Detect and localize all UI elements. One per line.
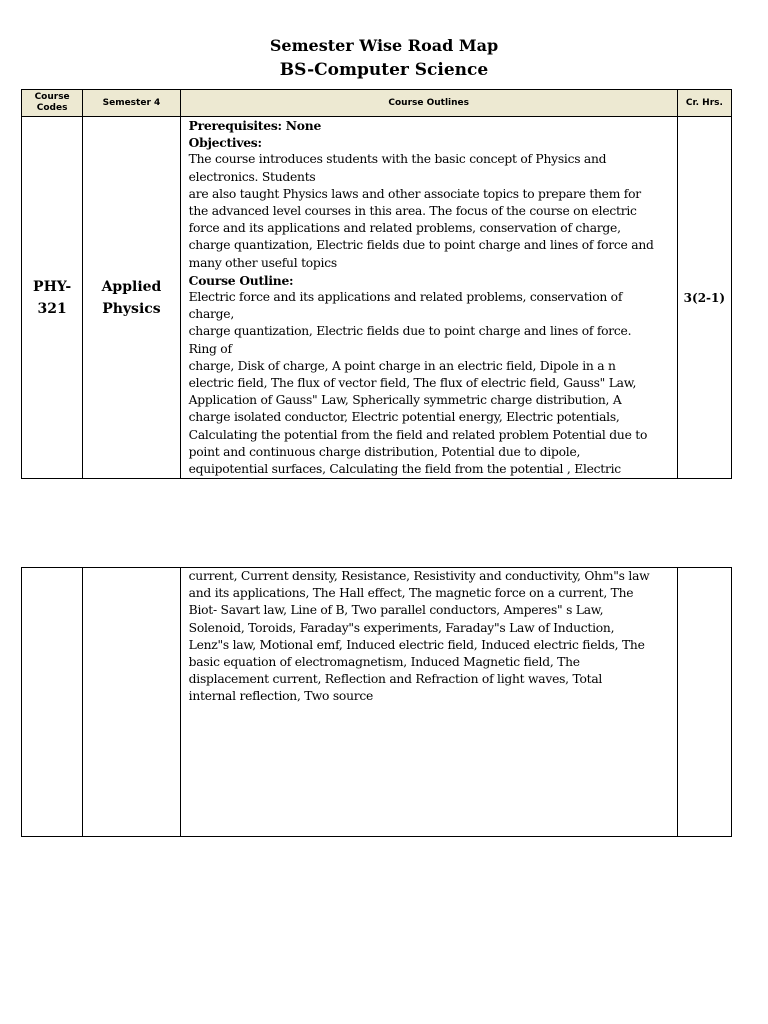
table-row (22, 117, 732, 479)
column-header-semester: Semester 4 (83, 90, 180, 117)
outline-line: displacement current, Reflection and Refraction of light waves, Total (188, 672, 603, 687)
course-code-cell-empty (22, 568, 83, 837)
credit-hours-cell: 3(2-1) (677, 117, 731, 479)
outline-line: charge quantization, Electric fields due to point charge and lines of force. (188, 324, 632, 339)
outline-line: the advanced level courses in this area. The focus of the course on electric (188, 204, 637, 219)
table-row (22, 568, 732, 837)
table-header-row (22, 90, 732, 117)
outline-line: electric field, The flux of vector field, The flux of electric field, Gauss" Law, (188, 376, 637, 391)
outline-line: force and its applications and related problems, conservation of charge, (188, 221, 621, 236)
outline-line: and its applications, The Hall effect, The magnetic force on a current, The (188, 586, 634, 601)
outline-line: Biot- Savart law, Line of B, Two parallel conductors, Amperes" s Law, (188, 603, 604, 618)
column-header-credit-hours: Cr. Hrs. (677, 90, 731, 117)
outline-line: charge isolated conductor, Electric potential energy, Electric potentials, (188, 410, 620, 425)
course-code-cell (22, 117, 83, 479)
credit-hours-cell-empty (677, 568, 731, 837)
outline-line: are also taught Physics laws and other associate topics to prepare them for (188, 186, 641, 201)
course-name-cell (83, 117, 180, 479)
outline-line: Prerequisites: None (188, 118, 322, 133)
outline-line: equipotential surfaces, Calculating the field from the potential , Electric (188, 462, 621, 477)
course-outline-cell (180, 117, 677, 479)
outline-line: basic equation of electromagnetism, Induced Magnetic field, The (188, 655, 580, 670)
outline-line: Objectives: (188, 135, 262, 151)
course-code: PHY-321 (33, 278, 72, 317)
page-title: Semester Wise Road Map (269, 36, 499, 55)
outline-line: charge quantization, Electric fields due to point charge and lines of force and (188, 238, 654, 253)
outline-line: point and continuous charge distribution, Potential due to dipole, (188, 444, 581, 459)
outline-line: electronics. Students (188, 169, 316, 184)
outline-line: charge, Disk of charge, A point charge in an electric field, Dipole in a n (188, 358, 616, 373)
outline-line: current, Current density, Resistance, Resistivity and conductivity, Ohm"s law (188, 569, 650, 583)
outline-line: The course introduces students with the basic concept of Physics and (188, 152, 607, 167)
column-header-course-codes: Course Codes (22, 90, 83, 117)
column-header-course-outlines: Course Outlines (180, 90, 677, 117)
outline-line: many other useful topics (188, 255, 337, 270)
outline-line: Application of Gauss" Law, Spherically symmetric charge distribution, A (188, 393, 622, 408)
course-outline-cell (180, 568, 677, 837)
course-name: Applied Physics (101, 278, 162, 317)
course-table (21, 89, 732, 479)
course-name-cell-empty (83, 568, 180, 837)
outline-line: Electric force and its applications and related problems, conservation of (188, 290, 623, 305)
outline-line: internal reflection, Two source (188, 689, 374, 704)
outline-line: Lenz"s law, Motional emf, Induced electric field, Induced electric fields, The (188, 637, 645, 652)
outline-line: charge, (188, 307, 234, 322)
course-table-continued (21, 567, 732, 837)
outline-line: Solenoid, Toroids, Faraday"s experiments, Faraday"s Law of Induction, (188, 620, 615, 635)
outline-line: Calculating the potential from the field and related problem Potential due to (188, 427, 648, 442)
page-subtitle: BS-Computer Science (279, 60, 489, 80)
outline-line: Ring of (188, 341, 232, 356)
outline-line: Course Outline: (188, 272, 294, 288)
